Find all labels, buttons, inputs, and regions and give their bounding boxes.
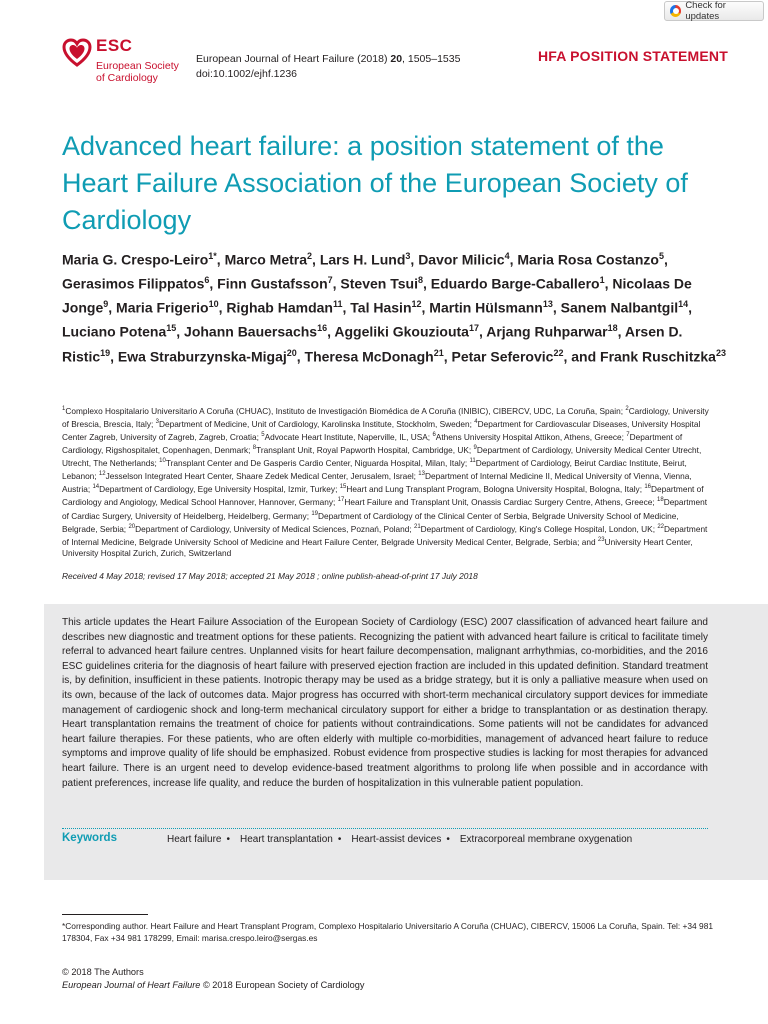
author-affiliation-marker: 13 <box>542 299 553 310</box>
affiliation-marker: 15 <box>339 484 347 491</box>
author-name: and Frank Ruschitzka <box>571 348 716 365</box>
author-name: Theresa McDonagh <box>304 348 434 365</box>
affiliation-marker: 22 <box>657 523 665 530</box>
doi[interactable]: doi:10.1002/ejhf.1236 <box>196 68 298 80</box>
keyword: Heart-assist devices • <box>351 834 450 845</box>
affiliation-text: Department of Internal Medicine, Belgrade University School of Medicine and Heart Failure Center, Belgrade University Medical Center, Belgrade, Serbia; and <box>62 523 708 547</box>
author-affiliation-marker: 12 <box>411 299 422 310</box>
affiliation-marker: 5 <box>261 432 265 439</box>
copyright: © 2018 The Authors European Journal of Heart Failure © 2018 European Society of Cardiology <box>62 967 365 990</box>
affiliation-text: Department of Cardiology, Rigshospitalet, Copenhagen, Denmark; <box>62 431 683 455</box>
section-label: HFA POSITION STATEMENT <box>537 48 728 64</box>
author-name: Marco Metra <box>224 251 308 268</box>
affiliation-marker: 19 <box>311 510 319 517</box>
affiliation-text: Department of Cardiology and Angiology, Medical School Hannover, Hannover, Germany; <box>62 484 704 508</box>
logo-abbreviation: ESC <box>96 36 133 55</box>
affiliation-marker: 13 <box>418 471 425 478</box>
keyword: Extracorporeal membrane oxygenation <box>459 834 633 845</box>
author-affiliation-marker: 23 <box>715 347 726 358</box>
keywords-label: Keywords <box>62 832 117 844</box>
affiliation-text: Advocate Heart Institute, Naperville, IL, USA; <box>264 431 431 442</box>
affiliation-marker: 23 <box>597 536 605 543</box>
affiliation-text: Heart and Lung Transplant Program, Bologna University Hospital, Bologna, Italy; <box>346 484 643 495</box>
footnote-rule <box>62 914 148 915</box>
check-for-updates-button[interactable] <box>664 1 764 21</box>
keyword-separator: • <box>446 834 450 845</box>
affiliation-text: Department of Cardiology, King's College Hospital, London, UK; <box>420 523 656 534</box>
author-affiliation-marker: 20 <box>286 347 297 358</box>
author-name: Arjang Ruhparwar <box>486 324 608 341</box>
affiliation-marker: 11 <box>469 458 476 465</box>
affiliation-marker: 21 <box>413 523 421 530</box>
author-name: Davor Milicic <box>418 251 505 268</box>
author-name: Aggeliki Gkouziouta <box>334 324 469 341</box>
affiliation-text: Cardiology, University of Brescia, Brescia, Italy; <box>62 405 709 429</box>
author-affiliation-marker: 1* <box>208 251 217 261</box>
author-affiliation-marker: 3 <box>405 251 411 261</box>
affiliation-text: Transplant Unit, Royal Papworth Hospital, Cambridge, UK; <box>256 444 472 455</box>
affiliation-marker: 8 <box>252 445 257 452</box>
author-affiliation-marker: 1 <box>599 275 605 286</box>
author-name: Luciano Potena <box>62 324 167 341</box>
author-name: Maria Rosa Costanzo <box>517 251 659 268</box>
affiliation-marker: 14 <box>92 484 100 491</box>
author-name: Sanem Nalbantgil <box>560 299 679 316</box>
author-affiliation-marker: 21 <box>433 347 444 358</box>
affiliation-marker: 10 <box>159 458 166 465</box>
affiliation-marker: 9 <box>473 445 477 452</box>
affiliation-text: Department of Medicine, Unit of Cardiology, Karolinska Institute, Stockholm, Sweden; <box>158 418 472 429</box>
affiliation-text: Department of Cardiology, University Medical Center Utrecht, Utrecht, The Netherlands; <box>62 444 702 469</box>
affiliation-marker: 3 <box>155 419 159 426</box>
author-name: Eduardo Barge-Caballero <box>430 275 600 292</box>
author-affiliation-marker: 22 <box>553 347 564 358</box>
author-list: Maria G. Crespo-Leiro$^{1*}$, Marco Metra$^2$, Lars H. Lund$^3$, Davor Milicic$^4$, Maria Rosa Costanzo$^5$, Gerasimos Filippatos$^6$, Finn Gustafsson$^7$, Steven Tsui$^8$, Eduardo Barge-Caballero$^1$, Nicolaas De Jonge$^9$, Maria Frigerio$^{10}$, Righab Hamdan$^{11}$, Tal Hasin$^{12}$, Martin Hülsmann$^{13}$, Sanem Nalbantgil$^{14}$, Luciano Potena$^{15}$, Johann Bauersachs$^{16}$, Aggeliki Gkouziouta$^{17}$, Arjang Ruhparwar$^{18}$, Arsen D. Ristic$^{19}$, Ewa Straburzynska-Migaj$^{20}$, Theresa McDonagh$^{21}$, Petar Seferovic$^{22}$, and Frank Ruschitzka$^{23}$ <box>62 251 726 365</box>
affiliation-text: Department of Cardiology, University of Medical Sciences, Poznań, Poland; <box>135 523 412 534</box>
author-name: Arsen D. Ristic <box>62 324 683 365</box>
crossmark-icon <box>670 5 681 17</box>
check-for-updates-label: Check for updates <box>685 0 726 22</box>
affiliation-text: Transplant Center and De Gasperis Cardio Center, Niguarda Hospital, Milan, Italy; <box>165 458 468 469</box>
article-title: Advanced heart failure: a position statement of the Heart Failure Association of the European Society of Cardiology <box>62 131 688 235</box>
affiliation-text: Heart Failure and Transplant Unit, Onassis Cardiac Surgery Centre, Athens, Greece; <box>344 497 655 508</box>
author-affiliation-marker: 5 <box>658 251 664 261</box>
affiliation-marker: 12 <box>98 471 106 478</box>
author-affiliation-marker: 15 <box>166 323 177 334</box>
author-affiliation-marker: 18 <box>607 323 618 334</box>
affiliation-text: Department of Cardiology, Beirut Cardiac Institute, Beirut, Lebanon; <box>62 458 687 482</box>
affiliation-marker: 1 <box>62 406 66 412</box>
esc-logo <box>62 38 182 90</box>
author-affiliation-marker: 14 <box>678 299 689 310</box>
affiliation-text: Department of Cardiology, Ege University Hospital, Izmir, Turkey; <box>99 484 338 495</box>
heart-logo-icon <box>62 38 92 68</box>
affiliation-text: Department for Cardiovascular Diseases, University Hospital Center Zagreb, University of Zagreb, Zagreb, Croatia; <box>62 418 701 442</box>
author-affiliation-marker: 2 <box>307 251 313 261</box>
affiliation-marker: 4 <box>474 419 478 426</box>
logo-society-name: European Society of Cardiology <box>96 60 179 84</box>
author-name: Righab Hamdan <box>226 299 333 316</box>
received-dates: Received 4 May 2018; revised 17 May 2018; accepted 21 May 2018 ; online publish-ahead-of-print 17 July 2018 <box>62 571 478 581</box>
author-affiliation-marker: 6 <box>204 275 210 286</box>
affiliation-marker: 18 <box>657 497 664 504</box>
affiliation-marker: 7 <box>626 432 630 439</box>
journal-citation: European Journal of Heart Failure (2018) 20, 1505–1535 doi:10.1002/ejhf.1236 <box>196 53 461 80</box>
affiliation-text: Department of Cardiac Surgery, University of Heidelberg, Heidelberg, Germany; <box>62 497 708 521</box>
author-name: Maria G. Crespo-Leiro <box>62 251 209 268</box>
author-affiliation-marker: 7 <box>327 275 333 286</box>
author-name: Steven Tsui <box>340 275 418 292</box>
author-name: Ewa Straburzynska-Migaj <box>117 348 287 365</box>
abstract-text: This article updates the Heart Failure Association of the European Society of Cardiology (ESC) 2007 classification of advanced heart failure and describes new diagnostic and treatment options for these patients. Recognizing the patient with advanced heart failure is critical to facilitate timely referral to advanced heart failure centres. Unplanned visits for heart failure decompensation, malignant arrhythmias, co-morbidities, and the 2016 ESC guidelines criteria for the diagnosis of heart failure with preserved ejection fraction are included in this updated definition. Standard treatment is, by definition, insufficient in these patients. Inotropic therapy may be used as a bridge strategy, but it is only a palliative measure when used on its own, because of the lack of outcomes data. Major progress has occurred with short-term mechanical circulatory support devices for immediate management of cardiogenic shock and long-term mechanical circulatory support for either a bridge to transplantation or as destination therapy. Heart transplantation remains the treatment of choice for patients without contraindications. Some patients will not be candidates for advanced heart failure therapies. For these patients, who are often elderly with multiple co-morbidities, management of advanced heart failure to reduce symptoms and improve quality of life should be emphasized. Robust evidence from prospective studies is lacking for most therapies for advanced heart failure. There is an urgent need to develop evidence-based treatment algorithms to prolong life when possible and in accordance with patient preferences, increase life quality, and reduce the burden of hospitalization in this vulnerable patient population. <box>62 617 708 789</box>
author-name: Petar Seferovic <box>451 348 554 365</box>
author-affiliation-marker: 19 <box>100 347 111 358</box>
affiliation-text: Athens University Hospital Attikon, Athens, Greece; <box>435 431 624 442</box>
affiliation-text: Jesselson Integrated Heart Center, Shaare Zedek Medical Center, Jerusalem, Israel; <box>105 471 416 482</box>
author-affiliation-marker: 9 <box>103 299 109 310</box>
affiliation-text: Department of Cardiology of the Clinical Center of Serbia, Belgrade University School of Medicine, Belgrade, Serbia; <box>62 510 679 534</box>
author-name: Nicolaas De Jonge <box>62 275 692 316</box>
keywords-list <box>167 833 647 848</box>
affiliation-marker: 17 <box>337 497 345 504</box>
author-affiliation-marker: 17 <box>468 323 479 334</box>
author-affiliation-marker: 8 <box>417 275 423 286</box>
affiliation-marker: 16 <box>644 484 652 491</box>
author-name: Finn Gustafsson <box>217 275 328 292</box>
keywords-divider <box>62 828 708 829</box>
author-affiliation-marker: 10 <box>208 299 219 310</box>
author-affiliation-marker: 16 <box>317 323 328 334</box>
author-name: Johann Bauersachs <box>184 324 318 341</box>
affiliation-marker: 20 <box>128 523 136 530</box>
keyword-separator: • <box>337 834 342 845</box>
keyword: Heart transplantation • <box>239 834 342 845</box>
affiliation-text: University Heart Center, University Hospital Zurich, Zurich, Switzerland <box>62 536 693 558</box>
keyword-separator: • <box>226 834 230 845</box>
affiliation-text: Complexo Hospitalario Universitario A Coruña (CHUAC), Instituto de Investigación Biomédica de A Coruña (INIBIC), CIBERCV, UDC, La Coruña, Spain; <box>65 405 624 416</box>
author-affiliation-marker: 4 <box>504 251 510 261</box>
author-name: Gerasimos Filippatos <box>62 275 205 292</box>
affiliation-text: Department of Internal Medicine II, Medical University of Vienna, Vienna, Austria; <box>62 471 692 495</box>
keyword: Heart failure • <box>167 834 230 845</box>
author-name: Maria Frigerio <box>116 299 209 316</box>
affiliation-marker: 6 <box>432 432 436 439</box>
author-name: Martin Hülsmann <box>429 299 543 316</box>
author-affiliation-marker: 11 <box>333 299 343 310</box>
affiliation-marker: 2 <box>625 406 629 412</box>
affiliations <box>62 404 712 559</box>
author-name: Lars H. Lund <box>319 251 406 268</box>
corresponding-author-footnote: *Corresponding author. Heart Failure and Heart Transplant Program, Complexo Hospitalario Universitario A Coruña (CHUAC), CIBERCV, 15006 La Coruña, Spain. Tel: +34 981 178304, Fax +34 981 178299, Email: marisa.crespo.leiro@sergas.es <box>62 921 714 943</box>
author-name: Tal Hasin <box>350 299 412 316</box>
